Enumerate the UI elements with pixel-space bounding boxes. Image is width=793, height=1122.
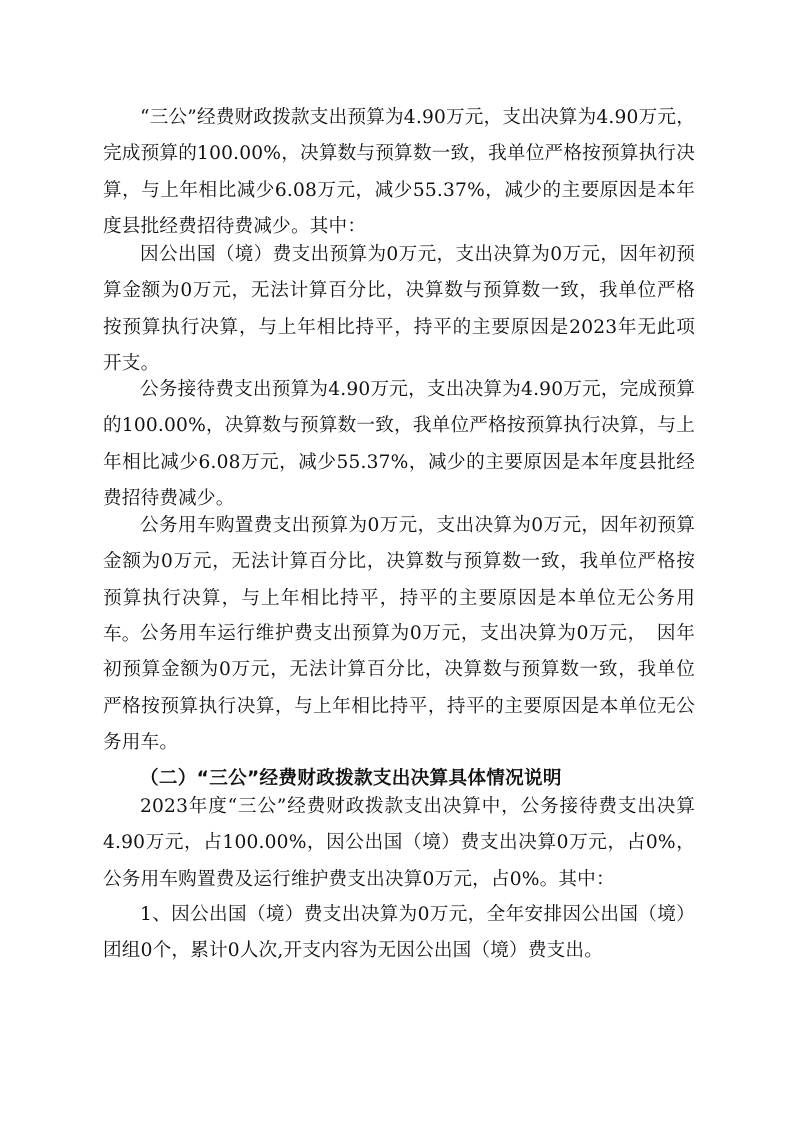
- paragraph-vehicle-purchase: 公务用车购置费支出预算为0万元，支出决算为0万元，因年初预算金额为0万元，无法计算百分比，决算数与预算数一致，我单位严格按预算执行决算，与上年相比持平，持平的主要原因是本单位无公务用车。: [103, 515, 695, 645]
- section-heading: （二）“三公”经费财政拨款支出决算具体情况说明: [140, 768, 562, 789]
- paragraph-sangong-total: “三公”经费财政拨款支出预算为4.90万元，支出决算为4.90万元，完成预算的100.00%，决算数与预算数一致，我单位严格按预算执行决算，与上年相比减少6.08万元，减少55.37%，减少的主要原因是本年度县批经费招待费减少。其中：: [103, 107, 695, 237]
- paragraph-official-reception: 公务接待费支出预算为4.90万元，支出决算为4.90万元，完成预算的100.00%，决算数与预算数一致，我单位严格按预算执行决算，与上年相比减少6.08万元，减少55.37%，减少的主要原因是本年度县批经费招待费减少。: [103, 379, 695, 509]
- paragraph-vehicle-maintenance: 公务用车运行维护费支出预算为0万元，支出决算为0万元， 因年初预算金额为0万元，无法计算百分比，决算数与预算数一致，我单位严格按预算执行决算，与上年相比持平，持平的主要原因是本单位无公务用车。: [103, 623, 695, 753]
- paragraph-final-accounts-summary: 2023年度“三公”经费财政拨款支出决算中，公务接待费支出决算4.90万元，占100.00%，因公出国（境）费支出决算0万元，占0%，公务用车购置费及运行维护费支出决算0万元，占0%。其中：: [103, 796, 695, 890]
- paragraph-overseas-detail: 1、因公出国（境）费支出决算为0万元，全年安排因公出国（境）团组0个，累计0人次,开支内容为无因公出国（境）费支出。: [103, 904, 695, 962]
- paragraph-overseas-travel: 因公出国（境）费支出预算为0万元，支出决算为0万元，因年初预算金额为0万元，无法计算百分比，决算数与预算数一致，我单位严格按预算执行决算，与上年相比持平，持平的主要原因是2023年无此项开支。: [103, 244, 695, 374]
